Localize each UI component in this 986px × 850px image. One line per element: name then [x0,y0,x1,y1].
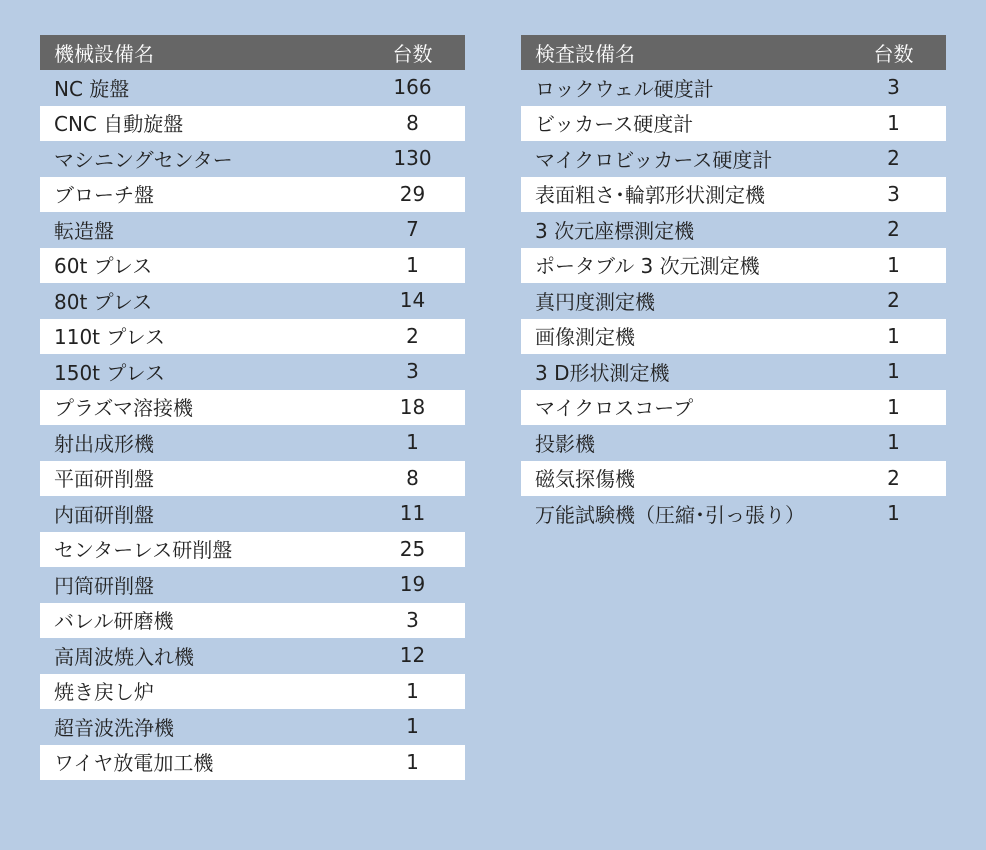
table-row [40,354,465,390]
equipment-name: 80t プレス [54,289,153,314]
equipment-count: 2 [887,217,900,242]
table-row [40,745,465,781]
equipment-count: 25 [399,536,426,561]
equipment-name: センターレス研削盤 [54,538,233,563]
equipment-count: 7 [406,217,419,242]
table-row [521,319,946,355]
equipment-count: 2 [887,465,900,490]
table-row [521,425,946,461]
equipment-name: ロックウェル硬度計 [535,76,714,101]
equipment-count: 166 [393,75,432,100]
table-row [40,425,465,461]
equipment-name: マイクロスコープ [535,396,694,421]
equipment-name: 60t プレス [54,254,153,279]
equipment-name: ポータブル 3 次元測定機 [535,254,760,279]
equipment-name: 3 次元座標測定機 [535,218,695,243]
table-row [521,390,946,426]
table-row [521,70,946,106]
equipment-name: ビッカース硬度計 [535,112,694,137]
equipment-name: 円筒研削盤 [54,573,154,598]
equipment-name: ワイヤ放電加工機 [54,751,214,776]
equipment-name: 表面粗さ･輪郭形状測定機 [535,183,765,208]
table-row [40,106,465,142]
equipment-name: 転造盤 [54,218,114,243]
table-row [521,212,946,248]
equipment-count: 2 [887,146,900,171]
machinery-equipment-table [40,35,465,780]
equipment-count: 3 [406,607,419,632]
equipment-count: 19 [399,572,426,597]
equipment-count: 1 [406,749,419,774]
equipment-count: 1 [887,323,900,348]
inspection-header-count: 台数 [873,42,914,66]
table-row [40,709,465,745]
equipment-count: 1 [406,678,419,703]
equipment-count: 8 [406,465,419,490]
equipment-name: NC 旋盤 [54,76,130,101]
equipment-name: マイクロビッカース硬度計 [535,147,773,172]
machinery-header-name: 機械設備名 [54,42,154,66]
table-row [40,319,465,355]
equipment-count: 11 [399,501,426,526]
equipment-count: 1 [887,252,900,277]
equipment-count: 2 [406,323,419,348]
equipment-name: 平面研削盤 [54,467,154,492]
equipment-count: 8 [406,110,419,135]
equipment-name: 150t プレス [54,360,165,385]
table-row [521,496,946,532]
equipment-name: 画像測定機 [535,325,635,350]
equipment-count: 1 [887,394,900,419]
equipment-name: 焼き戻し炉 [54,680,154,705]
table-row [40,390,465,426]
equipment-name: プラズマ溶接機 [54,396,193,421]
equipment-count: 1 [406,430,419,455]
equipment-name: 投影機 [535,431,595,456]
table-row [521,106,946,142]
table-row [521,283,946,319]
table-row [40,638,465,674]
equipment-count: 14 [399,288,426,313]
equipment-name: 真円度測定機 [535,289,655,314]
equipment-count: 1 [887,359,900,384]
table-row [40,248,465,284]
equipment-count: 1 [887,501,900,526]
table-row [40,141,465,177]
inspection-table-header [521,35,946,70]
equipment-name: マシニングセンター [54,147,233,172]
equipment-name: 高周波焼入れ機 [54,644,194,669]
machinery-header-count: 台数 [392,42,433,66]
table-row [521,248,946,284]
equipment-count: 18 [399,394,426,419]
table-row [40,496,465,532]
equipment-name: 万能試験機（圧縮･引っ張り） [535,502,805,527]
table-row [40,212,465,248]
table-row [40,177,465,213]
equipment-count: 29 [399,181,426,206]
equipment-name: 110t プレス [54,325,165,350]
table-row [40,674,465,710]
table-row [521,177,946,213]
table-row [521,354,946,390]
inspection-equipment-table [521,35,946,532]
equipment-name: 射出成形機 [54,431,154,456]
equipment-count: 1 [406,252,419,277]
equipment-name: CNC 自動旋盤 [54,112,184,137]
equipment-name: 超音波洗浄機 [54,715,174,740]
equipment-name: 内面研削盤 [54,502,154,527]
machinery-table-header [40,35,465,70]
equipment-count: 2 [887,288,900,313]
table-row [521,141,946,177]
equipment-count: 130 [393,146,432,171]
equipment-name: 3 D形状測定機 [535,360,670,385]
table-row [40,532,465,568]
table-row [521,461,946,497]
equipment-count: 12 [399,643,426,668]
equipment-name: 磁気探傷機 [535,467,635,492]
equipment-count: 1 [887,110,900,135]
table-row [40,70,465,106]
table-row [40,461,465,497]
table-row [40,567,465,603]
equipment-name: ブローチ盤 [54,183,154,208]
equipment-count: 3 [406,359,419,384]
equipment-count: 3 [887,181,900,206]
machinery-rows [40,70,465,780]
table-row [40,283,465,319]
equipment-count: 1 [406,714,419,739]
inspection-rows [521,70,946,532]
equipment-count: 1 [887,430,900,455]
inspection-header-name: 検査設備名 [535,42,635,66]
equipment-count: 3 [887,75,900,100]
table-row [40,603,465,639]
equipment-name: バレル研磨機 [54,609,174,634]
